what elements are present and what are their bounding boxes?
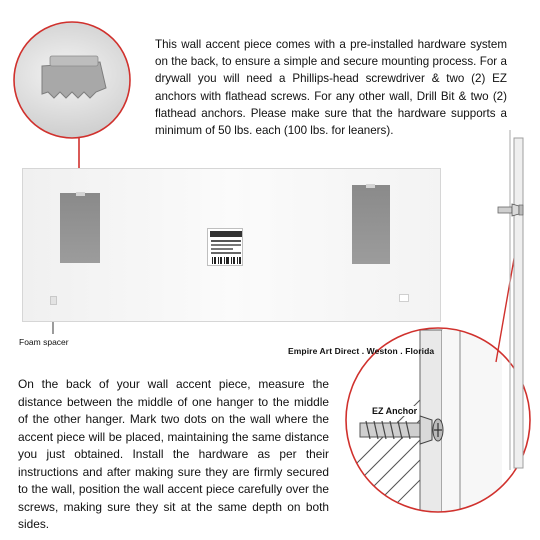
foam-spacer-label: Foam spacer [19, 337, 69, 347]
foam-spacer-right [399, 294, 409, 302]
brand-label: Empire Art Direct . Weston . Florida [288, 346, 435, 356]
foam-spacer-left [50, 296, 57, 305]
left-hanger-tab [76, 192, 85, 196]
intro-paragraph: This wall accent piece comes with a pre-installed hardware system on the back, to ensure a simple and secure mounting process. For a drywall you will need a Phillips-head screwdriver & two (2) EZ anchors with flathead screws. For any other wall, Drill Bit & two (2) flathead anchors. Please make sure that the hardware supports a minimum of 50 lbs. each (100 lbs. for leaners). [155, 38, 507, 138]
left-hanger [60, 193, 100, 263]
right-hanger [352, 185, 390, 264]
ez-anchor-label: EZ Anchor [372, 406, 418, 416]
instructions-paragraph: On the back of your wall accent piece, measure the distance between the middle of one hanger to the middle of the other hanger. Mark two dots on the wall where the accent piece will be placed, maintaining the same distance you just obtained. Install the hardware as per their instructions and after making sure they are firmly secured to the wall, position the wall accent piece carefully over the screws, making sure they sit at the same depth on both sides. [18, 377, 329, 531]
product-label-sticker [207, 228, 243, 266]
hanger-closeup-icon [0, 20, 160, 140]
right-hanger-tab [366, 184, 375, 188]
